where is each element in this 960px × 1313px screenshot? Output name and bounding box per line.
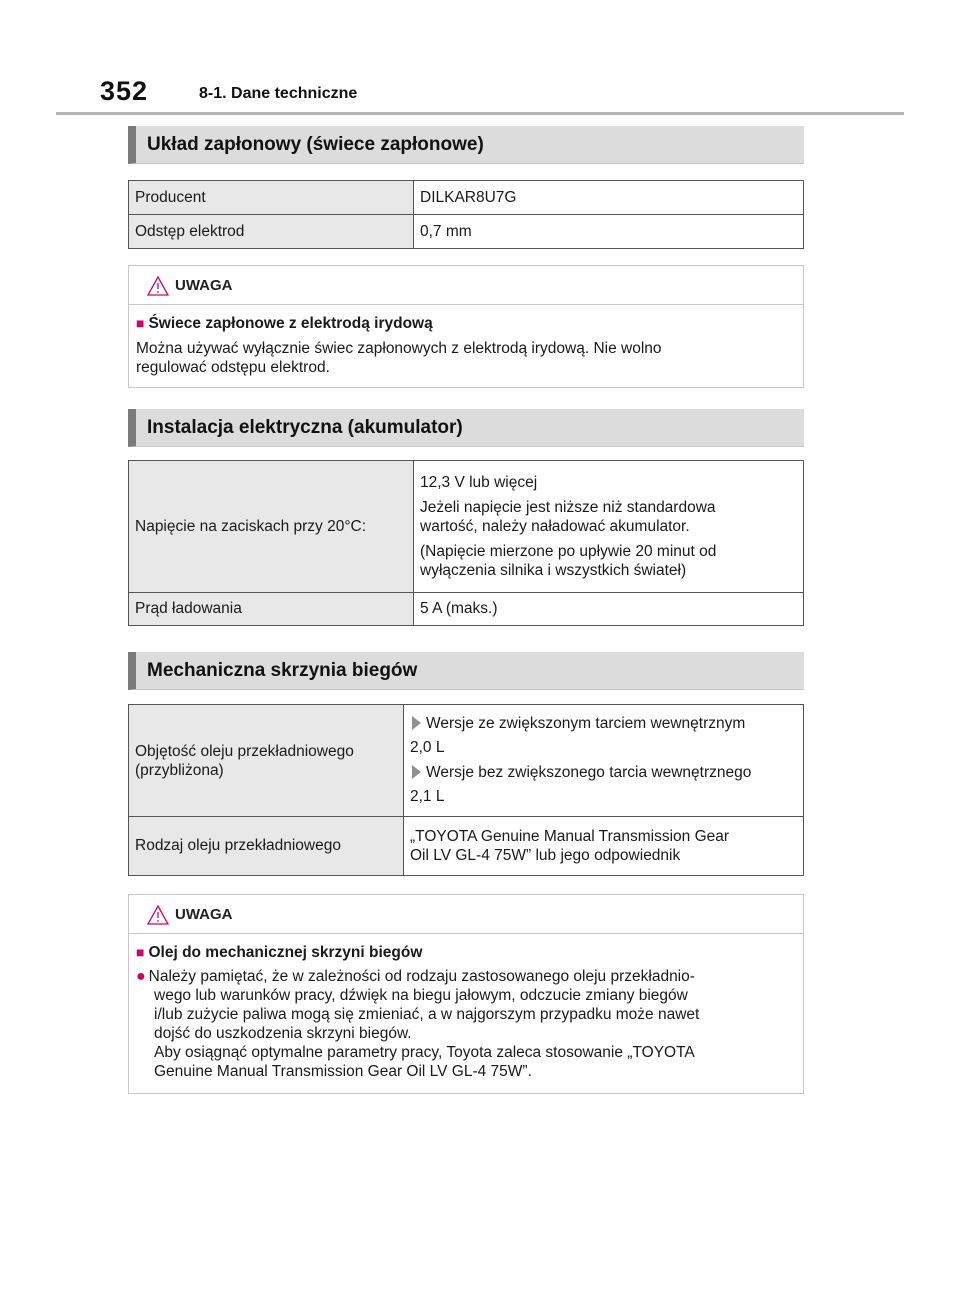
table-row	[129, 461, 804, 593]
variant-label: Wersje bez zwiększonego tarcia wewnętrznego	[426, 763, 752, 781]
section-heading-gearbox	[128, 652, 804, 690]
warning-box-spark-plugs	[128, 265, 804, 388]
row-label: Odstęp elektrod	[129, 215, 414, 249]
row-label: Prąd ładowania	[129, 593, 414, 626]
section-heading-ignition	[128, 126, 804, 164]
warning-text-line: ● Należy pamiętać, że w zależności od rodzaju zastosowanego oleju przekładnio-	[136, 968, 695, 985]
circle-bullet-icon: ●	[136, 968, 146, 985]
warning-subtitle	[136, 943, 796, 962]
warning-subtitle	[136, 314, 796, 333]
table-row	[129, 705, 804, 817]
section-title: Mechaniczna skrzynia biegów	[147, 660, 418, 681]
warning-text-line: Aby osiągnąć optymalne parametry pracy, Toyota zaleca stosowanie „TOYOTA	[154, 1044, 695, 1061]
table-row	[129, 593, 804, 626]
section-title: Układ zapłonowy (świece zapłonowe)	[147, 134, 484, 155]
oil-type-line: Oil LV GL-4 75W” lub jego odpowiednik	[410, 847, 681, 864]
row-value: DILKAR8U7G	[414, 181, 804, 215]
warning-triangle-icon	[147, 276, 169, 296]
electrical-table	[128, 460, 804, 626]
variant-line	[410, 763, 803, 782]
voltage-note-line: (Napięcie mierzone po upływie 20 minut od	[420, 543, 717, 560]
row-value	[404, 817, 804, 876]
arrow-right-icon	[412, 765, 421, 779]
ignition-table	[128, 180, 804, 249]
variant-line	[410, 714, 803, 733]
warning-triangle-icon	[147, 905, 169, 925]
warning-subtitle-text: Olej do mechanicznej skrzyni biegów	[148, 944, 423, 961]
oil-type-line: „TOYOTA Genuine Manual Transmission Gear	[410, 828, 730, 845]
square-bullet-icon: ■	[136, 944, 145, 960]
row-label	[129, 705, 404, 817]
arrow-right-icon	[412, 716, 421, 730]
warning-text-line: wego lub warunków pracy, dźwięk na biegu jałowym, odczucie zmiany biegów	[154, 987, 688, 1004]
voltage-value: 12,3 V lub więcej	[420, 474, 538, 491]
chapter-title: 8-1. Dane techniczne	[199, 85, 358, 102]
voltage-note-line: wartość, należy naładować akumulator.	[420, 518, 690, 535]
variant-value: 2,0 L	[410, 738, 445, 756]
row-value: 5 A (maks.)	[414, 593, 804, 626]
capacity-label-line: Objętość oleju przekładniowego	[135, 742, 354, 760]
page-number: 352	[100, 76, 149, 106]
warning-text-line: Genuine Manual Transmission Gear Oil LV GL-4 75W”.	[154, 1063, 532, 1080]
gearbox-table	[128, 704, 804, 876]
warning-text-line: i/lub zużycie paliwa mogą się zmieniać, a w najgorszym przypadku może nawet	[154, 1006, 700, 1023]
voltage-note-line: Jeżeli napięcie jest niższe niż standardowa	[420, 499, 716, 516]
warning-text-line: regulować odstępu elektrod.	[136, 359, 330, 376]
table-row	[129, 817, 804, 876]
warning-text-line: dojść do uszkodzenia skrzyni biegów.	[154, 1025, 412, 1042]
row-label: Rodzaj oleju przekładniowego	[129, 817, 404, 876]
variant-value: 2,1 L	[410, 787, 445, 805]
row-value	[414, 461, 804, 593]
warning-header	[129, 266, 803, 305]
table-row	[129, 215, 804, 249]
warning-header	[129, 895, 803, 934]
warning-box-gear-oil	[128, 894, 804, 1094]
warning-text-line: Można używać wyłącznie świec zapłonowych z elektrodą irydową. Nie wolno	[136, 340, 662, 357]
header-rule	[56, 112, 904, 115]
row-value	[404, 705, 804, 817]
warning-subtitle-text: Świece zapłonowe z elektrodą irydową	[148, 315, 433, 332]
square-bullet-icon: ■	[136, 315, 145, 331]
row-value: 0,7 mm	[414, 215, 804, 249]
row-label: Producent	[129, 181, 414, 215]
warning-heading: UWAGA	[175, 277, 233, 294]
section-title: Instalacja elektryczna (akumulator)	[147, 417, 463, 438]
table-row	[129, 181, 804, 215]
voltage-note-line: wyłączenia silnika i wszystkich świateł)	[420, 562, 687, 579]
section-heading-electrical	[128, 409, 804, 447]
capacity-label-line: (przybliżona)	[135, 761, 224, 779]
row-label: Napięcie na zaciskach przy 20°C:	[129, 461, 414, 593]
warning-heading: UWAGA	[175, 906, 233, 923]
variant-label: Wersje ze zwiększonym tarciem wewnętrznym	[426, 714, 746, 732]
